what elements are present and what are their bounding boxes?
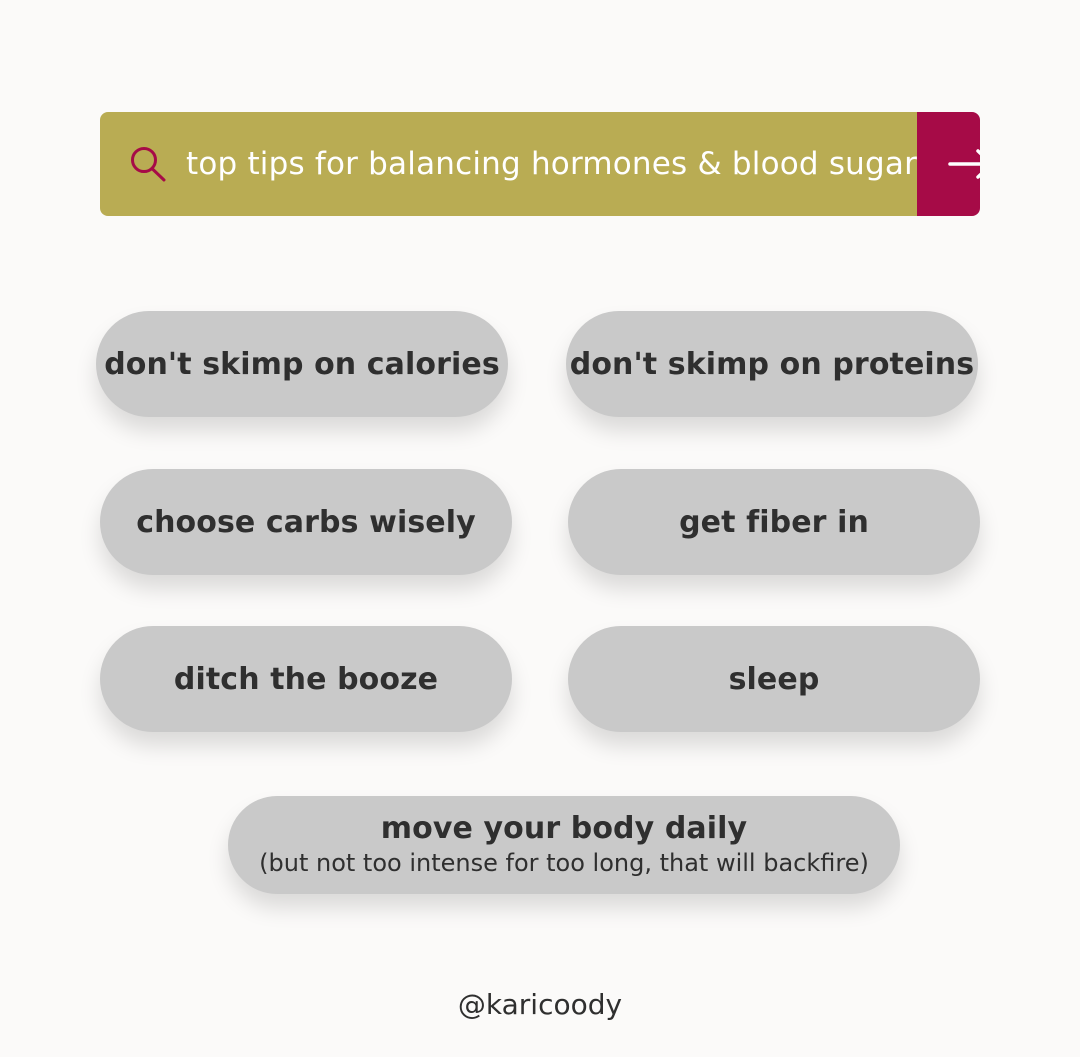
pill-label: get fiber in	[679, 504, 869, 540]
search-bar[interactable]	[100, 112, 980, 216]
list-item[interactable]	[100, 469, 512, 575]
list-item[interactable]	[566, 311, 978, 417]
pill-label: move your body daily	[380, 811, 748, 847]
list-item[interactable]	[568, 626, 980, 732]
arrow-right-icon	[944, 146, 980, 182]
pill-sublabel: (but not too intense for too long, that will backfire)	[259, 849, 869, 878]
pill-label: choose carbs wisely	[136, 504, 476, 540]
list-item[interactable]	[228, 796, 900, 894]
author-handle: @karicoody	[457, 988, 623, 1021]
search-submit-button[interactable]	[917, 112, 980, 216]
pill-label: don't skimp on proteins	[569, 346, 975, 382]
list-item[interactable]	[96, 311, 508, 417]
list-item[interactable]	[100, 626, 512, 732]
search-icon	[128, 144, 168, 184]
search-query-text: top tips for balancing hormones & blood sugar	[186, 146, 918, 182]
pill-label: don't skimp on calories	[104, 346, 500, 382]
search-input[interactable]	[100, 112, 917, 216]
pill-label: sleep	[728, 661, 820, 697]
pill-label: ditch the booze	[173, 661, 439, 697]
list-item[interactable]	[568, 469, 980, 575]
